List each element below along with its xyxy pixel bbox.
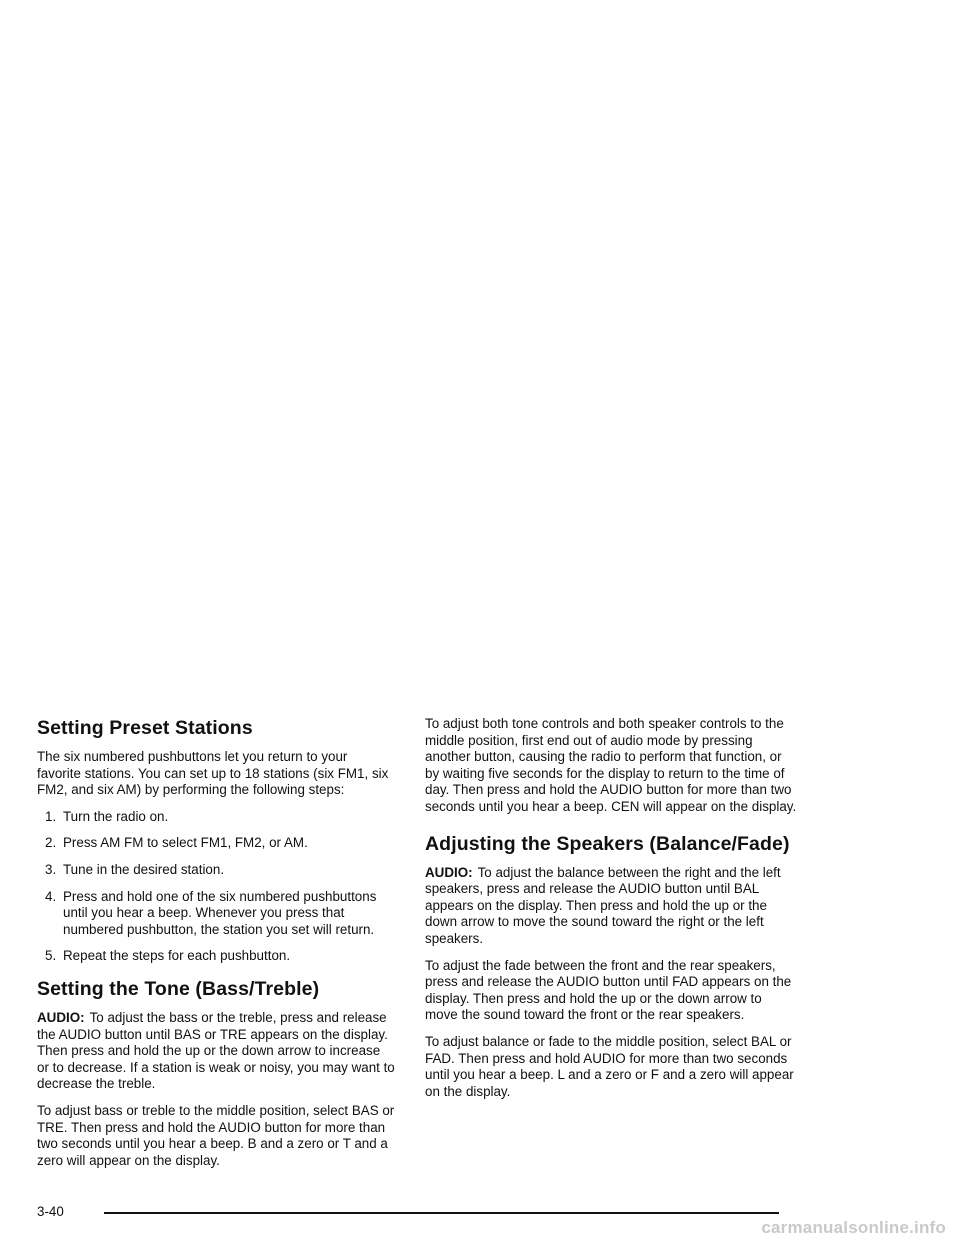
speaker-paragraph-2: To adjust the fade between the front and the rear speakers, press and release the AUDIO button until FAD appears on the display. Then press and hold the up or the down arrow to move the sound toward the front or the rear speakers. [425, 957, 792, 1023]
list-item: 1. Turn the radio on. [45, 808, 169, 824]
list-item: 5. Repeat the steps for each pushbutton. [45, 948, 291, 964]
list-item: 2. Press AM FM to select FM1, FM2, or AM. [45, 835, 308, 851]
page-number: 3-40 [37, 1204, 64, 1219]
tone-lead-label: AUDIO: [37, 1009, 85, 1025]
watermark-text: carmanualsonline.info [761, 1218, 946, 1237]
tone-paragraph-2: To adjust bass or treble to the middle position, select BAS or TRE. Then press and hold the AUDIO button for more than two seconds until you hear a beep. B and a zero or T and a zero will appear on the display. [37, 1102, 395, 1168]
left-column [37, 716, 395, 1179]
preset-intro: The six numbered pushbuttons let you return to your favorite stations. You can set up to 18 stations (six FM1, six FM2, and six AM) by performing the following steps: [37, 749, 389, 798]
footer-divider [104, 1212, 779, 1214]
list-item: 3. Tune in the desired station. [45, 861, 225, 877]
right-column [425, 716, 797, 1110]
speaker-lead-label: AUDIO: [425, 864, 473, 880]
heading-setting-the-tone: Setting the Tone (Bass/Treble) [37, 977, 320, 1000]
list-item: 4. Press and hold one of the six numbered pushbuttons until you hear a beep. Whenever you press that numbered pushbutton, the station you set will return. [45, 888, 377, 937]
preset-steps-list [37, 809, 395, 965]
speaker-paragraph-3: To adjust balance or fade to the middle position, select BAL or FAD. Then press and hold AUDIO for more than two seconds until you hear a beep. L and a zero or F and a zero will appear on the display. [425, 1033, 794, 1099]
heading-setting-preset-stations: Setting Preset Stations [37, 717, 253, 739]
speaker-paragraph-1: AUDIO: To adjust the balance between the right and the left speakers, press and release the AUDIO button until BAL appears on the display. Then press and hold the up or the down arrow to move the sound toward the right or the left speakers. [425, 864, 781, 946]
center-controls-paragraph: To adjust both tone controls and both speaker controls to the middle position, first end out of audio mode by pressing another button, causing the radio to perform that function, or by waiting five seconds for the display to return to the time of day. Then press and hold the AUDIO button for more than two seconds until you hear a beep. CEN will appear on the display. [425, 716, 797, 814]
heading-adjusting-speakers: Adjusting the Speakers (Balance/Fade) [425, 832, 790, 855]
tone-paragraph-1: AUDIO: To adjust the bass or the treble, press and release the AUDIO button until BAS or TRE appears on the display. Then press and hold the up or the down arrow to increase or to decrease. If a station is weak or noisy, you may want to decrease the treble. [37, 1009, 395, 1092]
